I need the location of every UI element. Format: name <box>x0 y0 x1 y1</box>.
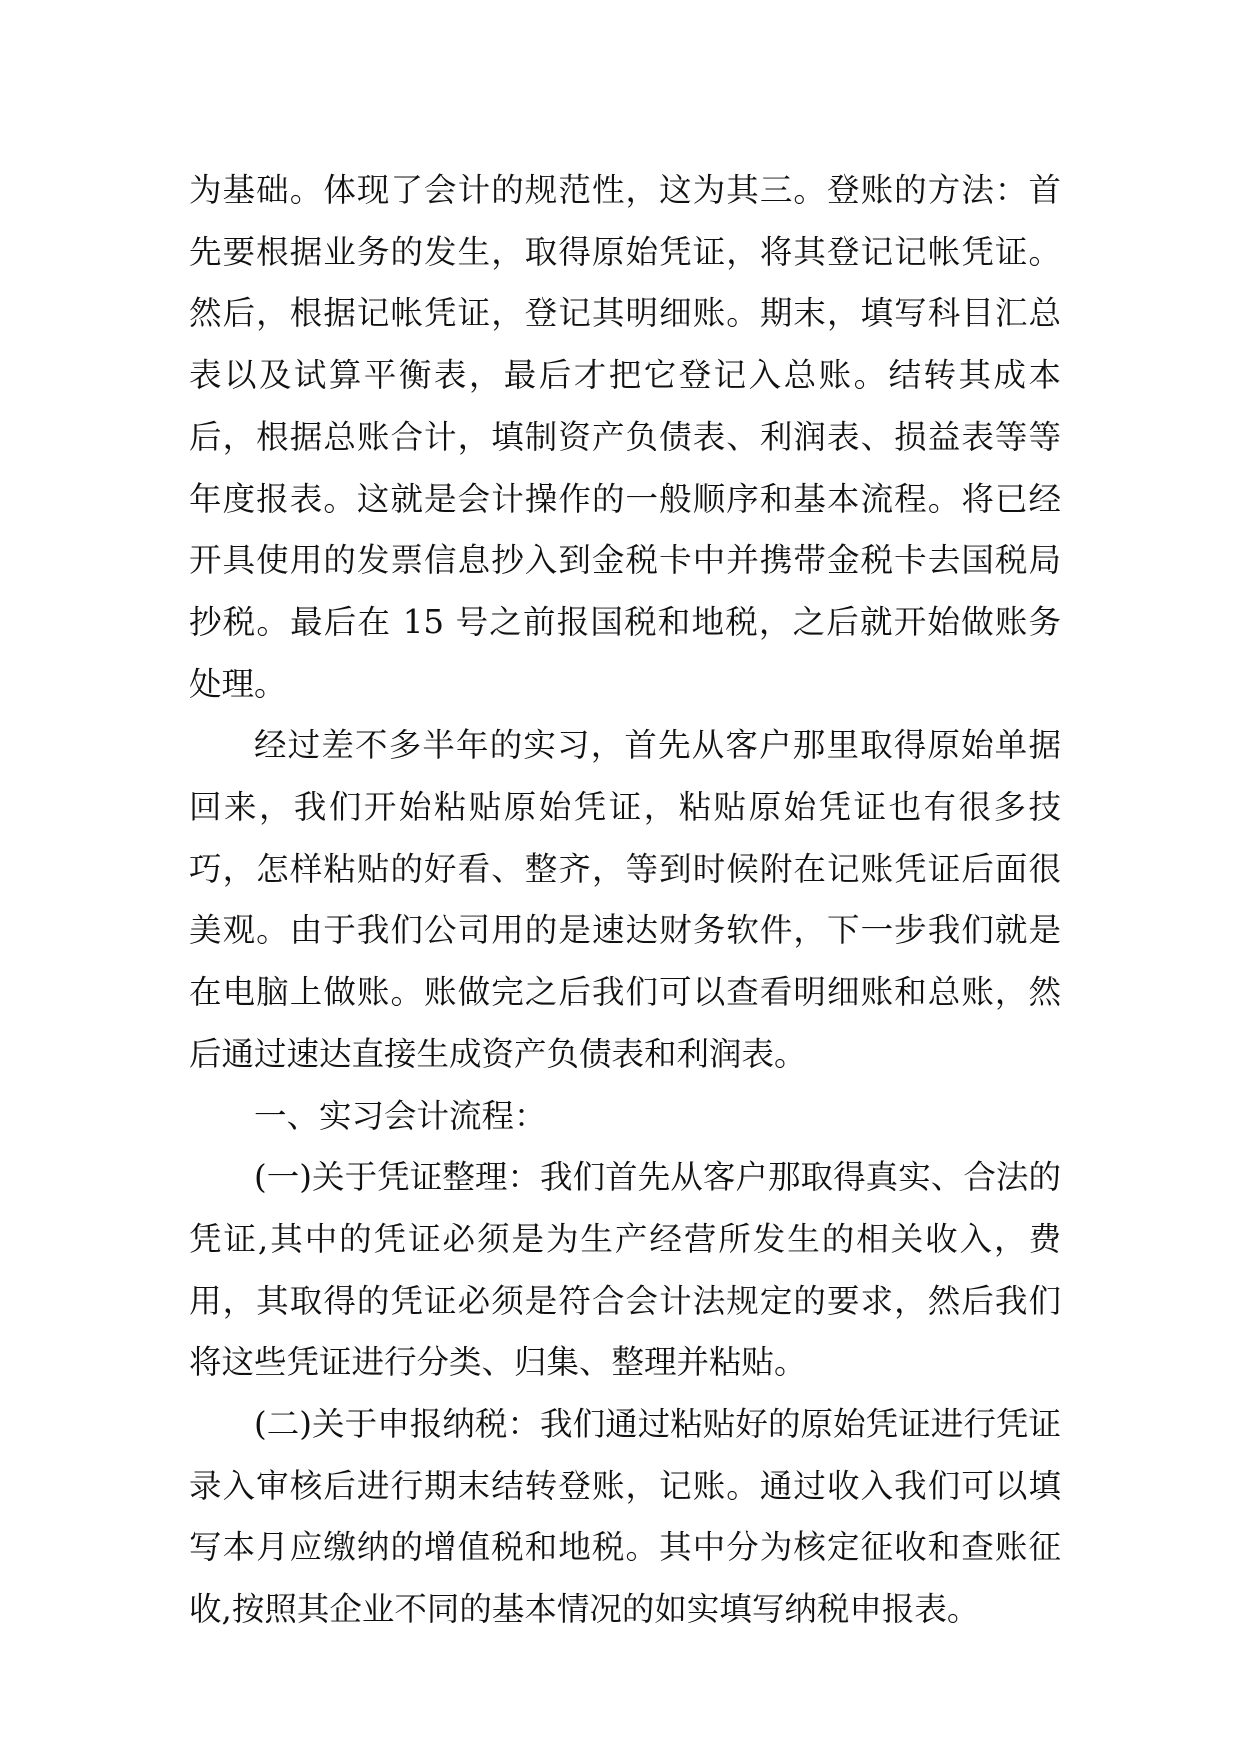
paragraph-tax-filing: (二)关于申报纳税：我们通过粘贴好的原始凭证进行凭证录入审核后进行期末结转登账，记账。通过收入我们可以填写本月应缴纳的增值税和地税。其中分为核定征收和查账征收,按照其企业不同的基本情况的如实填写纳税申报表。 <box>189 1405 1061 1629</box>
document-body <box>189 160 1061 1641</box>
paragraph-voucher-organization: (一)关于凭证整理：我们首先从客户那取得真实、合法的凭证,其中的凭证必须是为生产经营所发生的相关收入，费用，其取得的凭证必须是符合会计法规定的要求，然后我们将这些凭证进行分类、归集、整理并粘贴。 <box>189 1158 1061 1382</box>
section-heading: 一、实习会计流程： <box>254 1096 547 1135</box>
paragraph-continuation: 为基础。体现了会计的规范性，这为其三。登账的方法：首先要根据业务的发生，取得原始凭证，将其登记记帐凭证。然后，根据记帐凭证，登记其明细账。期末，填写科目汇总表以及试算平衡表，最后才把它登记入总账。结转其成本后，根据总账合计，填制资产负债表、利润表、损益表等等年度报表。这就是会计操作的一般顺序和基本流程。将已经开具使用的发票信息抄入到金税卡中并携带金税卡去国税局抄税。最后在 15 号之前报国税和地税，之后就开始做账务处理。 <box>189 171 1061 703</box>
paragraph-internship-summary: 经过差不多半年的实习，首先从客户那里取得原始单据回来，我们开始粘贴原始凭证，粘贴原始凭证也有很多技巧，怎样粘贴的好看、整齐，等到时候附在记账凭证后面很美观。由于我们公司用的是速达财务软件，下一步我们就是在电脑上做账。账做完之后我们可以查看明细账和总账，然后通过速达直接生成资产负债表和利润表。 <box>189 726 1061 1073</box>
